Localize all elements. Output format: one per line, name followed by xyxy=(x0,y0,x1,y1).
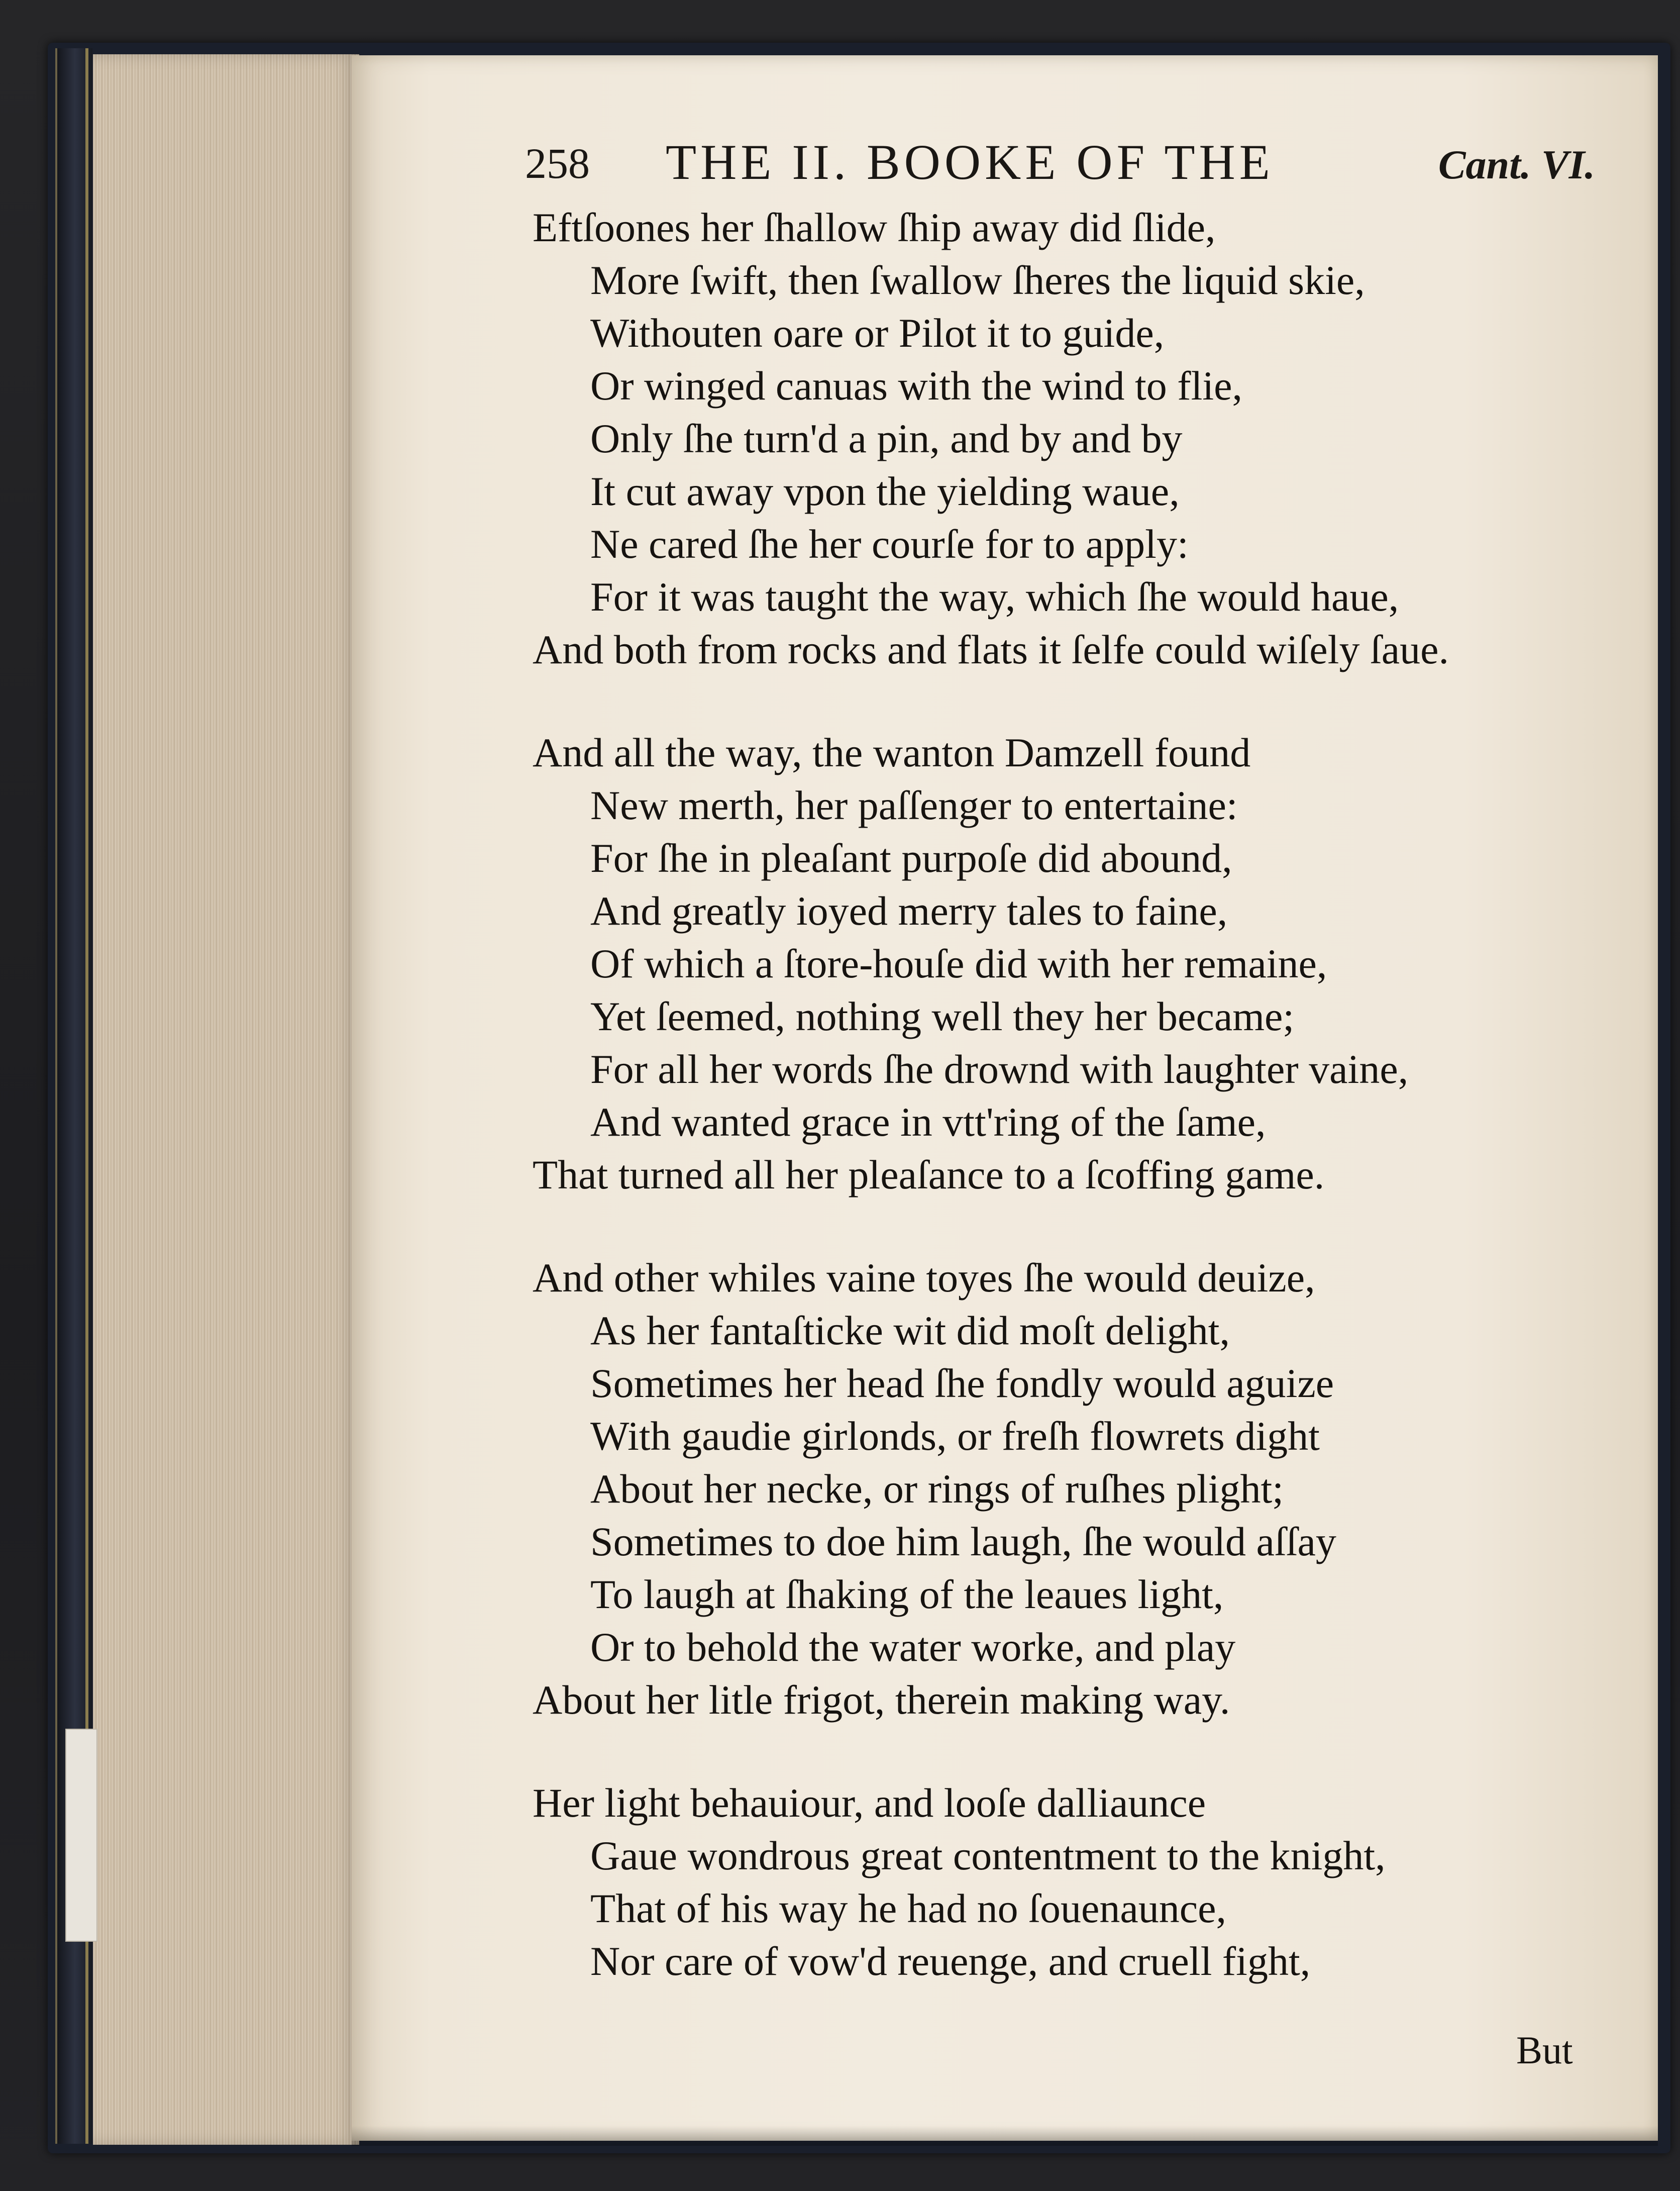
verse-line: Eftſoones her ſhallow ſhip away did ſlide, xyxy=(533,205,1216,250)
verse-line: New merth, her paſſenger to entertaine: xyxy=(590,782,1238,828)
verse-line: Or to behold the water worke, and play xyxy=(590,1624,1236,1670)
verse-line: Yet ſeemed, nothing well they her became; xyxy=(590,993,1295,1039)
verse-line: Or winged canuas with the wind to flie, xyxy=(590,363,1243,409)
verse-line: And all the way, the wanton Damzell found xyxy=(533,730,1251,775)
page-block-edges xyxy=(93,54,359,2145)
verse-line: Withouten oare or Pilot it to guide, xyxy=(590,310,1165,356)
library-slip xyxy=(65,1729,97,1942)
stanza-break xyxy=(533,1201,1598,1251)
verse-line: And wanted grace in vtt'ring of the ſame, xyxy=(590,1099,1266,1145)
verse-line: That turned all her pleaſance to a ſcoffing game. xyxy=(533,1152,1325,1198)
verse-line: Nor care of vow'd reuenge, and cruell fight, xyxy=(590,1938,1311,1984)
poem-text xyxy=(533,201,1598,1987)
stanza-break xyxy=(533,676,1598,726)
verse-line: As her fantaſticke wit did moſt delight, xyxy=(590,1308,1230,1353)
verse-line: Her light behauiour, and looſe dalliaunce xyxy=(533,1780,1206,1826)
verse-line: Sometimes to doe him laugh, ſhe would aſſay xyxy=(590,1519,1336,1564)
verse-line: And both from rocks and flats it ſelfe could wiſely ſaue. xyxy=(533,627,1449,672)
verse-line: It cut away vpon the yielding waue, xyxy=(590,468,1180,514)
stanza-3 xyxy=(533,1251,1598,1726)
verse-line: And other whiles vaine toyes ſhe would deuize, xyxy=(533,1255,1315,1301)
verse-line: About her litle frigot, therein making way. xyxy=(533,1677,1230,1723)
verse-line: For ſhe in pleaſant purpoſe did abound, xyxy=(590,835,1232,881)
stanza-break xyxy=(533,1726,1598,1776)
page-number: 258 xyxy=(525,139,590,187)
verse-line: Only ſhe turn'd a pin, and by and by xyxy=(590,416,1183,461)
verse-line: To laugh at ſhaking of the leaues light, xyxy=(590,1571,1224,1617)
page-shadow xyxy=(352,2126,1658,2146)
verse-line: That of his way he had no ſouenaunce, xyxy=(590,1885,1227,1931)
verse-line: More ſwift, then ſwallow ſheres the liquid skie, xyxy=(590,257,1365,303)
verse-line: Sometimes her head ſhe fondly would aguize xyxy=(590,1360,1334,1406)
verse-line: Of which a ſtore-houſe did with her remaine, xyxy=(590,941,1327,986)
book-title-heading: THE II. BOOKE OF THE xyxy=(666,134,1274,190)
canto-label: Cant. VI. xyxy=(1438,142,1595,187)
verse-line: And greatly ioyed merry tales to faine, xyxy=(590,888,1228,934)
stanza-2 xyxy=(533,726,1598,1201)
stanza-1 xyxy=(533,201,1598,676)
verse-line: For all her words ſhe drownd with laughter vaine, xyxy=(590,1046,1409,1092)
verse-line: Ne cared ſhe her courſe for to apply: xyxy=(590,521,1189,567)
verse-line: For it was taught the way, which ſhe would haue, xyxy=(590,574,1399,620)
verse-line: Gaue wondrous great contentment to the knight, xyxy=(590,1833,1386,1878)
verse-line: With gaudie girlonds, or freſh flowrets dight xyxy=(590,1413,1320,1459)
catchword: But xyxy=(1516,2028,1573,2072)
stanza-4 xyxy=(533,1776,1598,1987)
running-head xyxy=(525,128,1595,198)
verse-line: About her necke, or rings of ruſhes plight; xyxy=(590,1466,1284,1512)
